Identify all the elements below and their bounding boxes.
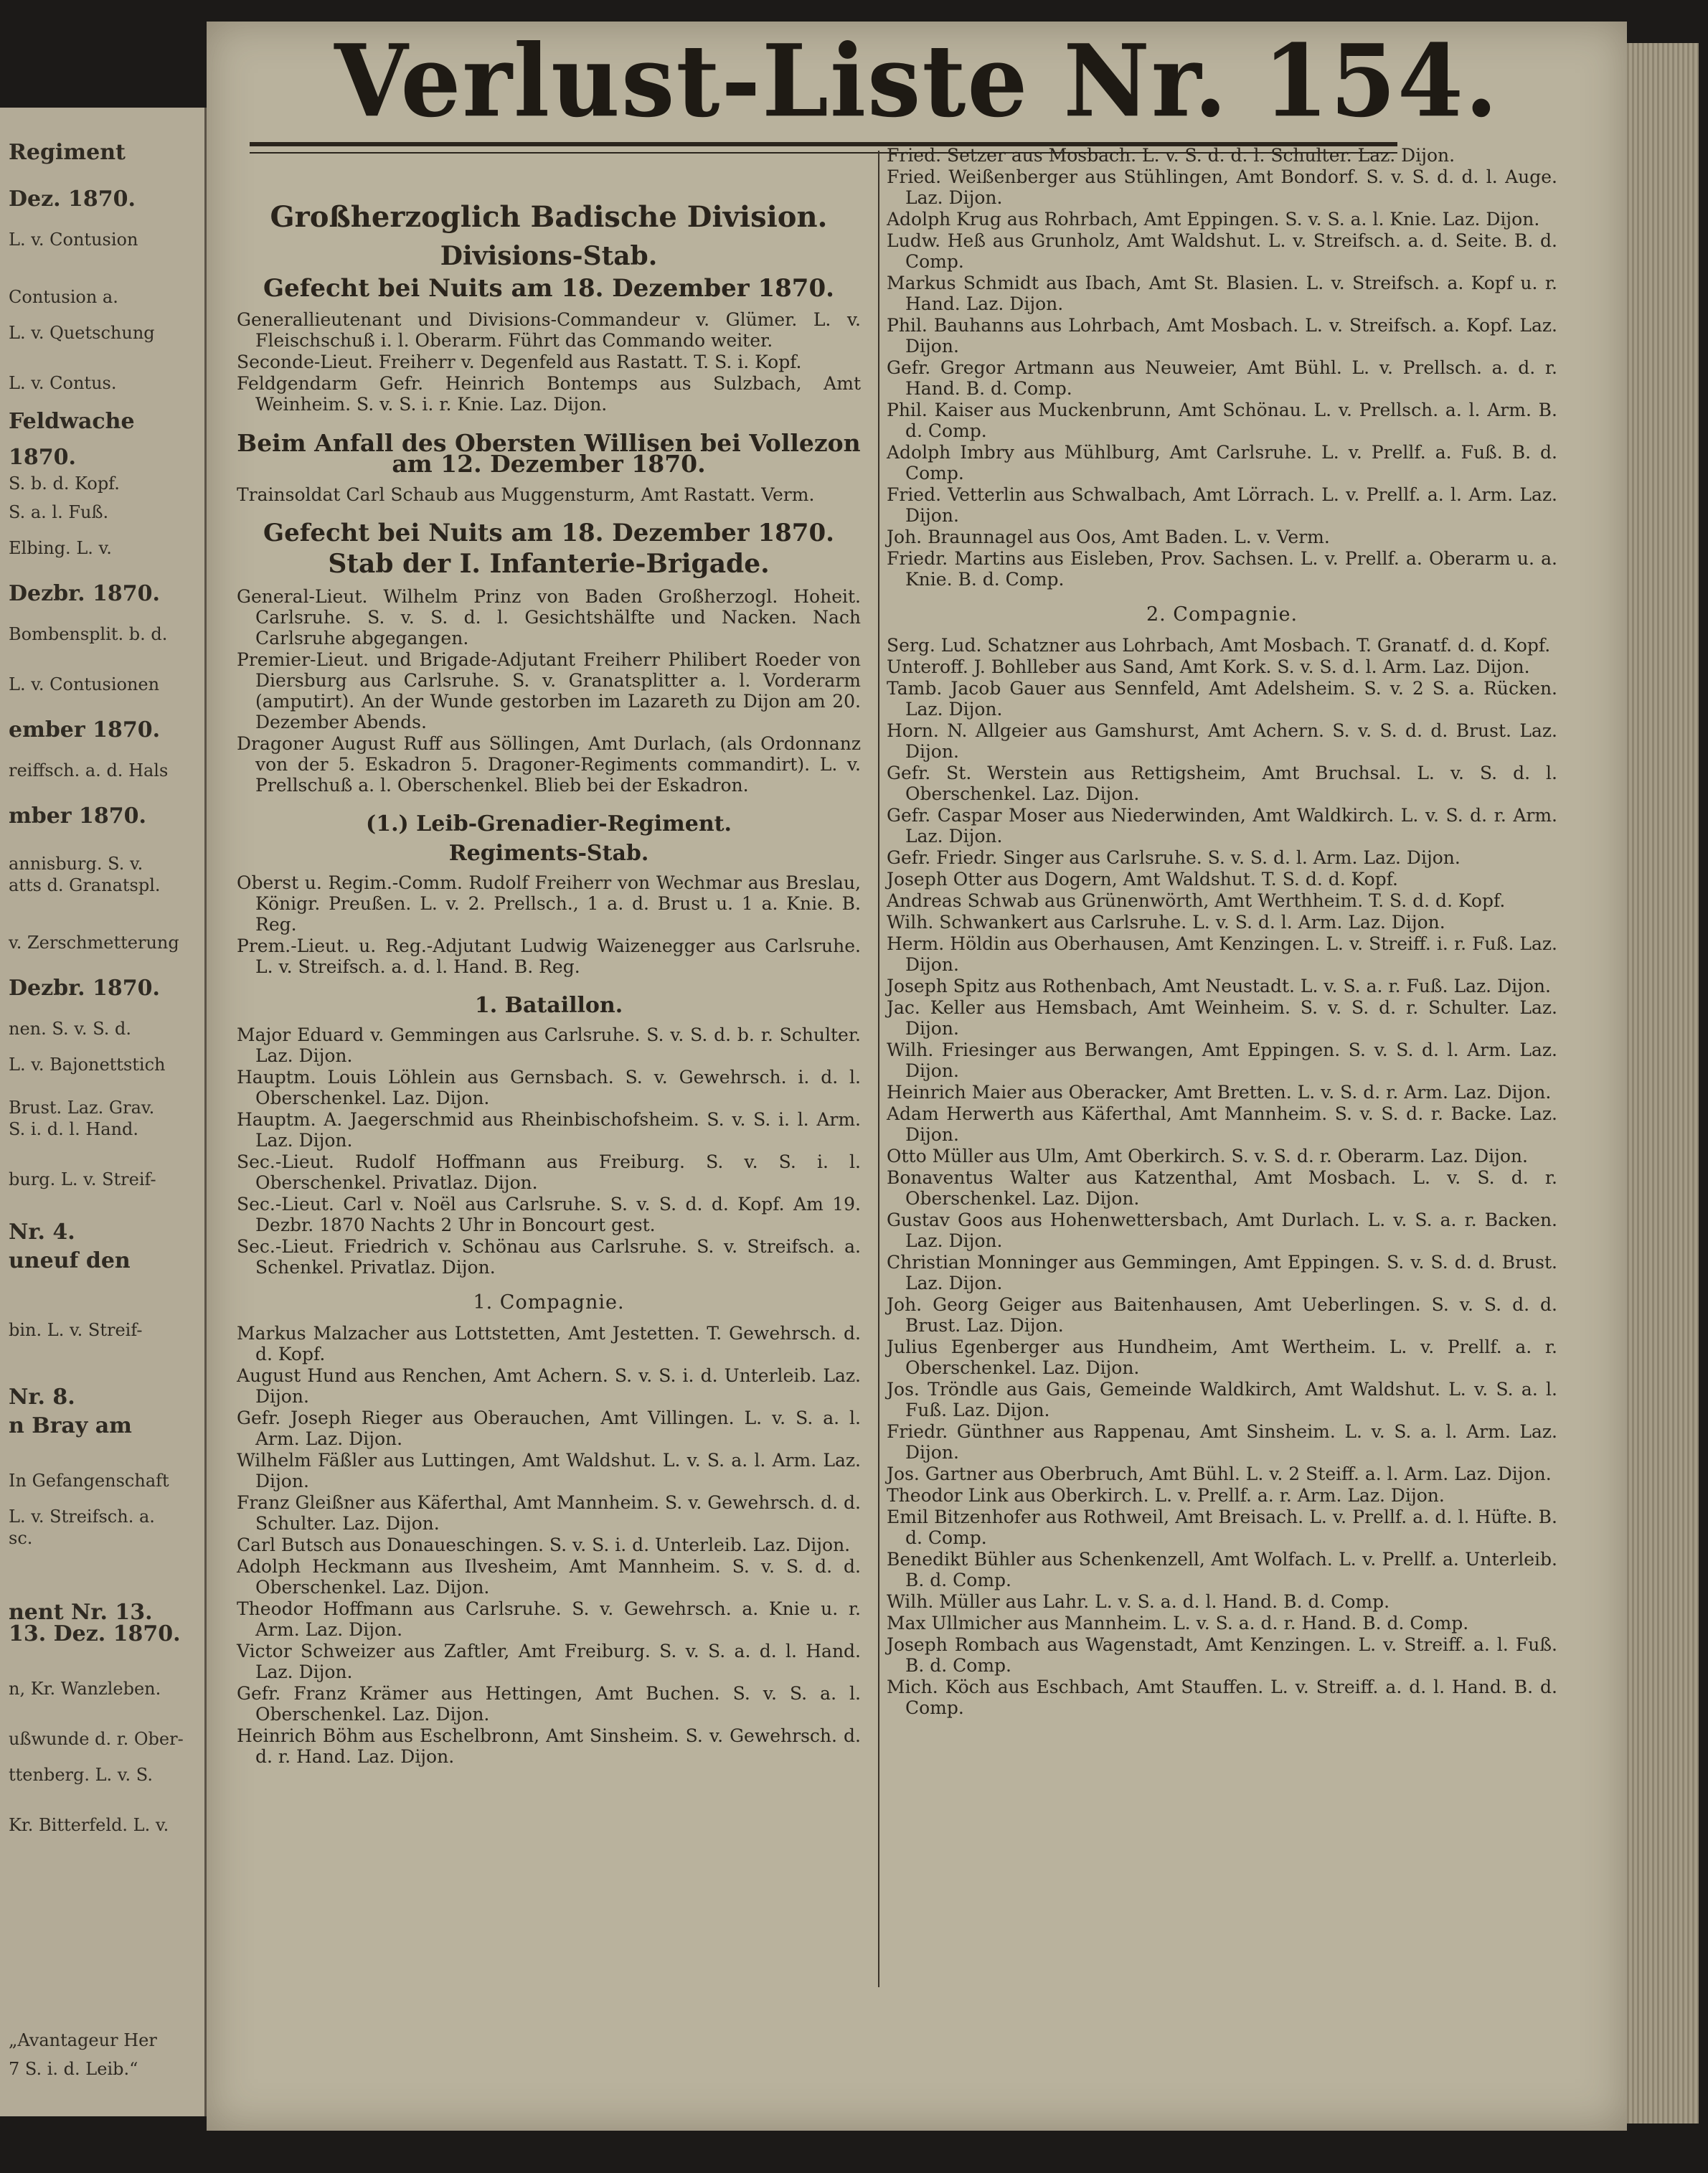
casualty-entry: Feldgendarm Gefr. Heinrich Bontemps aus Sulzbach, Amt Weinheim. S. v. S. i. r. Knie. Laz. Dijon. [237, 373, 861, 415]
previous-page-text: Nr. 8. [9, 1385, 75, 1410]
casualty-entry: Hauptm. Louis Löhlein aus Gernsbach. S. v. Gewehrsch. i. d. l. Oberschenkel. Laz. Dijon. [237, 1067, 861, 1108]
entry-list [237, 309, 861, 415]
previous-page-text: S. b. d. Kopf. [9, 473, 120, 494]
casualty-entry: Adam Herwerth aus Käferthal, Amt Mannheim. S. v. S. d. r. Backe. Laz. Dijon. [887, 1103, 1557, 1145]
previous-page-text: L. v. Bajonettstich [9, 1055, 166, 1075]
casualty-entry: Markus Malzacher aus Lottstetten, Amt Jestetten. T. Gewehrsch. d. d. Kopf. [237, 1323, 861, 1364]
casualty-entry: General-Lieut. Wilhelm Prinz von Baden Großherzogl. Hoheit. Carlsruhe. S. v. S. d. l. Gesichtshälfte und Nacken. Nach Carlsruhe abgegangen. [237, 586, 861, 649]
casualty-entry: Gefr. Caspar Moser aus Niederwinden, Amt Waldkirch. L. v. S. d. r. Arm. Laz. Dijon. [887, 805, 1557, 847]
previous-page-fragment [0, 108, 207, 2116]
casualty-entry: Ludw. Heß aus Grunholz, Amt Waldshut. L. v. Streifsch. a. d. Seite. B. d. Comp. [887, 230, 1557, 272]
previous-page-text: Contusion a. [9, 287, 118, 307]
previous-page-text: 1870. [9, 445, 76, 470]
previous-page-text: ember 1870. [9, 717, 161, 743]
previous-page-text: Bombensplit. b. d. [9, 624, 168, 644]
battle-heading: Beim Anfall des Obersten Willisen bei Vollezon am 12. Dezember 1870. [237, 429, 861, 478]
previous-page-text: Dezbr. 1870. [9, 976, 160, 1001]
casualty-entry: Wilh. Müller aus Lahr. L. v. S. a. d. l. Hand. B. d. Comp. [887, 1591, 1390, 1612]
previous-page-text: Feldwache [9, 409, 135, 434]
casualty-entry: Fried. Setzer aus Mosbach. L. v. S. d. d. l. Schulter. Laz. Dijon. [887, 145, 1455, 166]
casualty-entry: Sec.-Lieut. Friedrich v. Schönau aus Carlsruhe. S. v. Streifsch. a. Schenkel. Privatlaz. Dijon. [237, 1236, 861, 1278]
previous-page-text: In Gefangenschaft [9, 1471, 169, 1491]
casualty-entry: Gefr. Friedr. Singer aus Carlsruhe. S. v. S. d. l. Arm. Laz. Dijon. [887, 847, 1461, 868]
casualty-entry: Heinrich Maier aus Oberacker, Amt Bretten. L. v. S. d. r. Arm. Laz. Dijon. [887, 1082, 1552, 1103]
previous-page-text: burg. L. v. Streif- [9, 1169, 156, 1189]
staff-heading: Divisions-Stab. [440, 241, 658, 271]
casualty-entry: Heinrich Böhm aus Eschelbronn, Amt Sinsheim. S. v. Gewehrsch. d. d. r. Hand. Laz. Dijon. [237, 1725, 861, 1767]
casualty-entry: Gustav Goos aus Hohenwettersbach, Amt Durlach. L. v. S. a. r. Backen. Laz. Dijon. [887, 1210, 1557, 1251]
casualty-entry: Friedr. Martins aus Eisleben, Prov. Sachsen. L. v. Prellf. a. Oberarm u. a. Knie. B. d. Comp. [887, 548, 1557, 590]
previous-page-text: S. i. d. l. Hand. [9, 1119, 139, 1139]
casualty-entry: Horn. N. Allgeier aus Gamshurst, Amt Achern. S. v. S. d. d. Brust. Laz. Dijon. [887, 720, 1557, 762]
casualty-entry: Hauptm. A. Jaegerschmid aus Rheinbischofsheim. S. v. S. i. l. Arm. Laz. Dijon. [237, 1109, 861, 1151]
entry-list [237, 1024, 861, 1278]
casualty-entry: Prem.-Lieut. u. Reg.-Adjutant Ludwig Waizenegger aus Carlsruhe. L. v. Streifsch. a. d. l. Hand. B. Reg. [237, 935, 861, 977]
casualty-entry: Bonaventus Walter aus Katzenthal, Amt Mosbach. L. v. S. d. r. Oberschenkel. Laz. Dijon. [887, 1167, 1557, 1209]
casualty-entry: Friedr. Günthner aus Rappenau, Amt Sinsheim. L. v. S. a. l. Arm. Laz. Dijon. [887, 1421, 1557, 1463]
right-column [887, 145, 1557, 1719]
company-heading: 1. Compagnie. [473, 1291, 625, 1314]
previous-page-text: ußwunde d. r. Ober- [9, 1729, 184, 1749]
previous-page-text: Dezbr. 1870. [9, 581, 160, 606]
casualty-entry: Phil. Kaiser aus Muckenbrunn, Amt Schönau. L. v. Prellsch. a. l. Arm. B. d. Comp. [887, 400, 1557, 441]
previous-page-text: 7 S. i. d. Leib.“ [9, 2059, 138, 2079]
casualty-entry: Dragoner August Ruff aus Söllingen, Amt Durlach, (als Ordonnanz von der 5. Eskadron 5. Dragoner-Regiments commandirt). L. v. Prellschuß a. l. Oberschenkel. Blieb bei der Eskadron. [237, 733, 861, 796]
previous-page-text: annisburg. S. v. [9, 854, 143, 874]
previous-page-text: nen. S. v. S. d. [9, 1019, 132, 1039]
previous-page-text: L. v. Contusion [9, 230, 138, 250]
casualty-entry: Trainsoldat Carl Schaub aus Muggensturm, Amt Rastatt. Verm. [237, 484, 815, 505]
casualty-entry: Serg. Lud. Schatzner aus Lohrbach, Amt Mosbach. T. Granatf. d. d. Kopf. [887, 635, 1551, 656]
casualty-entry: Wilh. Schwankert aus Carlsruhe. L. v. S. d. l. Arm. Laz. Dijon. [887, 912, 1445, 933]
casualty-entry: Joseph Rombach aus Wagenstadt, Amt Kenzingen. L. v. Streiff. a. l. Fuß. B. d. Comp. [887, 1634, 1557, 1676]
previous-page-text: n, Kr. Wanzleben. [9, 1679, 161, 1699]
previous-page-text: atts d. Granatspl. [9, 875, 161, 895]
previous-page-text: nent Nr. 13. [9, 1600, 153, 1625]
casualty-entry: Jos. Gartner aus Oberbruch, Amt Bühl. L. v. 2 Steiff. a. l. Arm. Laz. Dijon. [887, 1463, 1552, 1484]
casualty-entry: Mich. Köch aus Eschbach, Amt Stauffen. L. v. Streiff. a. d. l. Hand. B. d. Comp. [887, 1677, 1557, 1718]
casualty-entry: Adolph Krug aus Rohrbach, Amt Eppingen. S. v. S. a. l. Knie. Laz. Dijon. [887, 209, 1540, 230]
casualty-entry: Otto Müller aus Ulm, Amt Oberkirch. S. v. S. d. r. Oberarm. Laz. Dijon. [887, 1146, 1528, 1166]
casualty-entry: Premier-Lieut. und Brigade-Adjutant Freiherr Philibert Roeder von Diersburg aus Carlsruhe. S. v. Granatsplitter a. l. Vorderarm (amputirt). An der Wunde gestorben im Lazareth zu Dijon am 20. Dezember Abends. [237, 649, 861, 732]
casualty-entry: Theodor Hoffmann aus Carlsruhe. S. v. Gewehrsch. a. Knie u. r. Arm. Laz. Dijon. [237, 1598, 861, 1640]
casualty-entry: Herm. Höldin aus Oberhausen, Amt Kenzingen. L. v. Streiff. i. r. Fuß. Laz. Dijon. [887, 933, 1557, 975]
casualty-entry: Max Ullmicher aus Mannheim. L. v. S. a. d. r. Hand. B. d. Comp. [887, 1613, 1469, 1634]
casualty-entry: Julius Egenberger aus Hundheim, Amt Wertheim. L. v. Prellf. a. r. Oberschenkel. Laz. Dijon. [887, 1337, 1557, 1378]
previous-page-text: L. v. Streifsch. a. [9, 1507, 155, 1527]
previous-page-text: v. Zerschmetterung [9, 933, 179, 953]
casualty-entry: Fried. Vetterlin aus Schwalbach, Amt Lörrach. L. v. Prellf. a. l. Arm. Laz. Dijon. [887, 484, 1557, 526]
battle-heading: Gefecht bei Nuits am 18. Dezember 1870. [263, 519, 834, 547]
casualty-entry: Christian Monninger aus Gemmingen, Amt Eppingen. S. v. S. d. d. Brust. Laz. Dijon. [887, 1252, 1557, 1293]
previous-page-text: S. a. l. Fuß. [9, 502, 109, 522]
book-page-edges [1627, 43, 1699, 2123]
previous-page-text: „Avantageur Her [9, 2030, 157, 2050]
division-heading: Großherzoglich Badische Division. [270, 200, 828, 234]
company-heading: 2. Compagnie. [1146, 603, 1298, 626]
casualty-entry: Sec.-Lieut. Rudolf Hoffmann aus Freiburg. S. v. S. i. l. Oberschenkel. Privatlaz. Dijon. [237, 1151, 861, 1193]
casualty-entry: Seconde-Lieut. Freiherr v. Degenfeld aus Rastatt. T. S. i. Kopf. [237, 352, 802, 372]
page-title: Verlust-Liste Nr. 154. [334, 23, 1499, 140]
entry-list [237, 1323, 861, 1767]
casualty-entry: Emil Bitzenhofer aus Rothweil, Amt Breisach. L. v. Prellf. a. d. l. Hüfte. B. d. Comp. [887, 1507, 1557, 1548]
battle-heading: Gefecht bei Nuits am 18. Dezember 1870. [263, 274, 834, 303]
previous-page-text: Regiment [9, 140, 126, 165]
previous-page-text: L. v. Contusionen [9, 674, 160, 694]
casualty-entry: August Hund aus Renchen, Amt Achern. S. v. S. i. d. Unterleib. Laz. Dijon. [237, 1365, 861, 1407]
regiment-heading: (1.) Leib-Grenadier-Regiment. [366, 811, 732, 836]
casualty-entry: Fried. Weißenberger aus Stühlingen, Amt Bondorf. S. v. S. d. d. l. Auge. Laz. Dijon. [887, 166, 1557, 208]
previous-page-text: reiffsch. a. d. Hals [9, 760, 169, 781]
previous-page-text: Elbing. L. v. [9, 538, 112, 558]
regiment-staff-heading: Regiments-Stab. [448, 841, 649, 866]
casualty-entry: Gefr. Gregor Artmann aus Neuweier, Amt Bühl. L. v. Prellsch. a. d. r. Hand. B. d. Comp. [887, 357, 1557, 399]
casualty-entry: Adolph Heckmann aus Ilvesheim, Amt Mannheim. S. v. S. d. d. Oberschenkel. Laz. Dijon. [237, 1556, 861, 1598]
entry-list [887, 145, 1557, 590]
casualty-entry: Sec.-Lieut. Carl v. Noël aus Carlsruhe. S. v. S. d. d. Kopf. Am 19. Dezbr. 1870 Nachts 2 Uhr in Boncourt gest. [237, 1194, 861, 1235]
previous-page-text: mber 1870. [9, 803, 146, 829]
previous-page-text: 13. Dez. 1870. [9, 1621, 181, 1646]
casualty-entry: Oberst u. Regim.-Comm. Rudolf Freiherr von Wechmar aus Breslau, Königr. Preußen. L. v. 2. Prellsch., 1 a. d. Brust u. 1 a. Knie. B. Reg. [237, 872, 861, 935]
casualty-entry: Joseph Otter aus Dogern, Amt Waldshut. T. S. d. d. Kopf. [887, 869, 1398, 890]
casualty-entry: Wilh. Friesinger aus Berwangen, Amt Eppingen. S. v. S. d. l. Arm. Laz. Dijon. [887, 1040, 1557, 1081]
previous-page-text: uneuf den [9, 1248, 131, 1273]
casualty-entry: Gefr. Franz Krämer aus Hettingen, Amt Buchen. S. v. S. a. l. Oberschenkel. Laz. Dijon. [237, 1683, 861, 1725]
casualty-entry: Gefr. St. Werstein aus Rettigsheim, Amt Bruchsal. L. v. S. d. l. Oberschenkel. Laz. Dijon. [887, 763, 1557, 804]
casualty-entry: Adolph Imbry aus Mühlburg, Amt Carlsruhe. L. v. Prellf. a. Fuß. B. d. Comp. [887, 442, 1557, 484]
casualty-entry: Andreas Schwab aus Grünenwörth, Amt Werthheim. T. S. d. d. Kopf. [887, 890, 1506, 911]
entry-list [237, 484, 861, 505]
previous-page-text: Nr. 4. [9, 1220, 75, 1245]
column-divider [878, 151, 879, 1987]
casualty-entry: Jac. Keller aus Hemsbach, Amt Weinheim. S. v. S. d. r. Schulter. Laz. Dijon. [887, 997, 1557, 1039]
casualty-entry: Theodor Link aus Oberkirch. L. v. Prellf. a. r. Arm. Laz. Dijon. [887, 1485, 1445, 1506]
casualty-entry: Benedikt Bühler aus Schenkenzell, Amt Wolfach. L. v. Prellf. a. Unterleib. B. d. Comp. [887, 1549, 1557, 1590]
previous-page-text: L. v. Quetschung [9, 323, 155, 343]
previous-page-text: bin. L. v. Streif- [9, 1320, 143, 1340]
casualty-entry: Joseph Spitz aus Rothenbach, Amt Neustadt. L. v. S. a. r. Fuß. Laz. Dijon. [887, 976, 1551, 996]
casualty-entry: Joh. Georg Geiger aus Baitenhausen, Amt Ueberlingen. S. v. S. d. d. Brust. Laz. Dijon. [887, 1294, 1557, 1336]
casualty-entry: Unteroff. J. Bohlleber aus Sand, Amt Kork. S. v. S. d. l. Arm. Laz. Dijon. [887, 656, 1530, 677]
previous-page-text: Brust. Laz. Grav. [9, 1098, 155, 1118]
battalion-heading: 1. Bataillon. [474, 993, 623, 1018]
casualty-entry: Victor Schweizer aus Zaftler, Amt Freiburg. S. v. S. a. d. l. Hand. Laz. Dijon. [237, 1641, 861, 1682]
left-column [237, 156, 861, 1768]
casualty-entry: Tamb. Jacob Gauer aus Sennfeld, Amt Adelsheim. S. v. 2 S. a. Rücken. Laz. Dijon. [887, 678, 1557, 720]
casualty-entry: Jos. Tröndle aus Gais, Gemeinde Waldkirch, Amt Waldshut. L. v. S. a. l. Fuß. Laz. Dijon. [887, 1379, 1557, 1420]
casualty-entry: Markus Schmidt aus Ibach, Amt St. Blasien. L. v. Streifsch. a. Kopf u. r. Hand. Laz. Dijon. [887, 273, 1557, 314]
casualty-entry: Joh. Braunnagel aus Oos, Amt Baden. L. v. Verm. [887, 527, 1330, 547]
previous-page-text: sc. [9, 1528, 33, 1548]
casualty-entry: Carl Butsch aus Donaueschingen. S. v. S. i. d. Unterleib. Laz. Dijon. [237, 1535, 851, 1555]
previous-page-text: Kr. Bitterfeld. L. v. [9, 1815, 169, 1835]
entry-list [237, 586, 861, 796]
previous-page-text: ttenberg. L. v. S. [9, 1765, 153, 1785]
previous-page-text: L. v. Contus. [9, 373, 117, 393]
casualty-entry: Phil. Bauhanns aus Lohrbach, Amt Mosbach. L. v. Streifsch. a. Kopf. Laz. Dijon. [887, 315, 1557, 357]
casualty-entry: Generallieutenant und Divisions-Commandeur v. Glümer. L. v. Fleischschuß i. l. Oberarm. Führt das Commando weiter. [237, 309, 861, 351]
document-page [207, 22, 1627, 2131]
casualty-entry: Wilhelm Fäßler aus Luttingen, Amt Waldshut. L. v. S. a. l. Arm. Laz. Dijon. [237, 1450, 861, 1491]
previous-page-text: n Bray am [9, 1413, 132, 1438]
casualty-entry: Franz Gleißner aus Käferthal, Amt Mannheim. S. v. Gewehrsch. d. d. Schulter. Laz. Dijon. [237, 1492, 861, 1534]
entry-list [887, 635, 1557, 1718]
entry-list [237, 872, 861, 977]
casualty-entry: Gefr. Joseph Rieger aus Oberauchen, Amt Villingen. L. v. S. a. l. Arm. Laz. Dijon. [237, 1408, 861, 1449]
brigade-heading: Stab der I. Infanterie-Brigade. [328, 549, 770, 579]
casualty-entry: Major Eduard v. Gemmingen aus Carlsruhe. S. v. S. d. b. r. Schulter. Laz. Dijon. [237, 1024, 861, 1066]
previous-page-text: Dez. 1870. [9, 187, 136, 212]
